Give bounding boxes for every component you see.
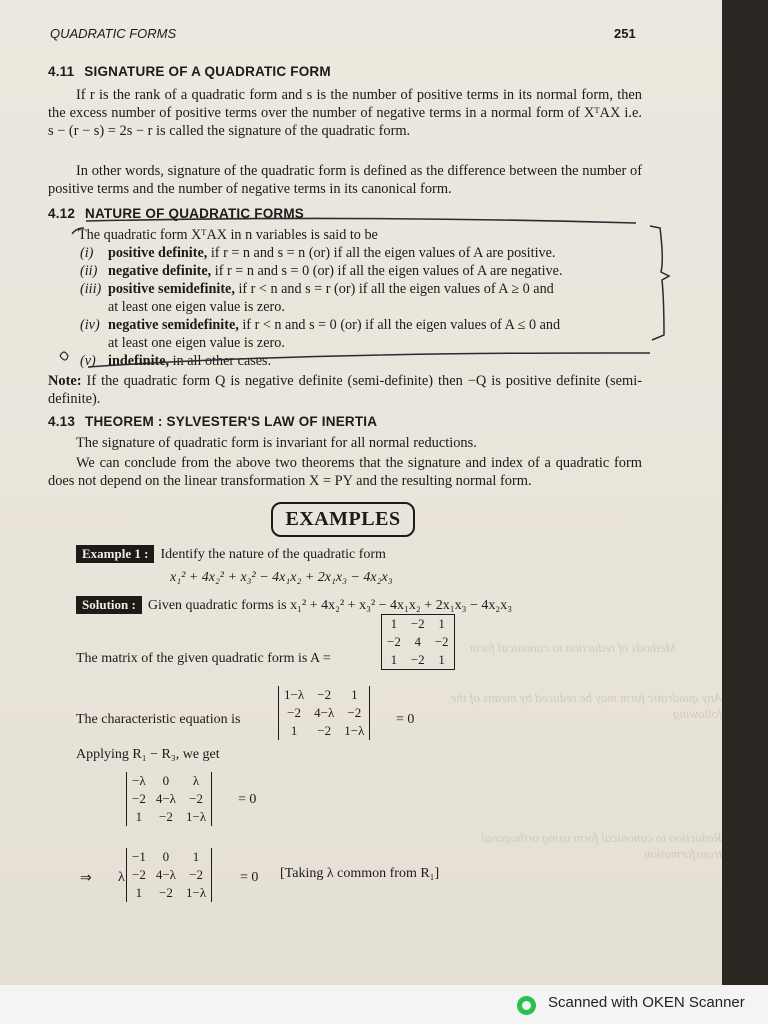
scanner-footer — [0, 985, 768, 1024]
note-text: If the quadratic form Q is negative definite (semi-definite) then −Q is positive definite (semi-definite). — [48, 373, 642, 407]
show-through-text: Reduction to canonical form using orthogonal transformation — [481, 830, 722, 861]
pen-margin-mark — [60, 352, 68, 360]
show-through-text: Methods of reduction to canonical form — [470, 640, 677, 655]
signature-in-other-words-paragraph: In other words, signature of the quadratic form is defined as the difference between the number of positive terms and the number of negative terms in its canonical form. — [48, 163, 642, 197]
sylvester-paragraph-2: We can conclude from the above two theorems that the signature and index of a quadratic form does not depend on the linear transformation X = PY and the resulting normal form. — [48, 455, 642, 489]
det2-cell-r3c2: −2 — [158, 809, 173, 824]
nature-item-positive-semidefinite-cont: at least one eigen value is zero. — [108, 299, 285, 315]
item-number: (iii) — [80, 281, 102, 297]
det2-cell-r3c3: 1−λ — [181, 808, 212, 826]
lambda-factor: λ — [118, 870, 125, 885]
note-label: Note: — [48, 373, 82, 389]
det3-cell-r1c2: 0 — [162, 849, 170, 864]
oken-logo-icon — [517, 996, 536, 1015]
det3-cell-r2c1: −2 — [127, 866, 151, 884]
examples-heading: EXAMPLES — [271, 502, 415, 537]
det2-cell-r2c3: −2 — [181, 790, 212, 808]
section-number: 4.11 — [48, 64, 75, 79]
det2-cell-r1c2: 0 — [162, 773, 170, 788]
signature-definition-paragraph: If r is the rank of a quadratic form and s is the number of positive terms in its normal form, then the excess number of positive terms over the number of negative terms in a normal form of XᵀAX i.e. s − (r − s) = 2s − r is called the signature of the quadratic form. — [48, 87, 642, 139]
example-1-form: x₁² + 4x₂² + x₃² − 4x₁x₂ + 2x₁x₃ − 4x₂x₃ — [170, 570, 393, 585]
matrix_A-cell-r3c2: −2 — [410, 652, 425, 667]
matrix-statement: The matrix of the given quadratic form is A = — [76, 651, 331, 666]
matrix_A-cell-r3c3: 1 — [430, 651, 454, 670]
item-term: indefinite, — [108, 353, 170, 369]
item-term: positive definite, — [108, 245, 208, 261]
item-number: (i) — [80, 245, 94, 261]
item-term: negative definite, — [108, 263, 212, 279]
nature-item-negative-semidefinite-cont: at least one eigen value is zero. — [108, 335, 285, 351]
equals-zero-3: = 0 — [240, 870, 259, 885]
solution-label: Solution : — [76, 596, 142, 614]
taking-lambda-note: [Taking λ common from R₁] — [280, 866, 440, 881]
char_det-cell-r1c2: −2 — [317, 687, 332, 702]
char_det-cell-r3c1: 1 — [279, 722, 310, 740]
section-title: NATURE OF QUADRATIC FORMS — [85, 206, 305, 221]
matrix_A-cell-r1c2: −2 — [410, 616, 425, 631]
char_det-cell-r2c1: −2 — [279, 704, 310, 722]
pen-curly-bracket — [650, 226, 669, 340]
section-title: SIGNATURE OF A QUADRATIC FORM — [84, 64, 331, 79]
equals-zero-2: = 0 — [238, 792, 257, 807]
sylvester-paragraph-1: The signature of quadratic form is invariant for all normal reductions. — [76, 435, 477, 451]
det3-cell-r2c3: −2 — [181, 866, 212, 884]
implies-arrow: ⇒ — [80, 871, 92, 886]
det2-cell-r2c2: 4−λ — [155, 791, 176, 806]
matrix_A-cell-r1c1: 1 — [382, 615, 406, 634]
matrix_A-cell-r2c1: −2 — [382, 633, 406, 651]
pen-underline-bottom — [88, 353, 650, 367]
equals-zero-1: = 0 — [396, 712, 415, 727]
example-text: Identify the nature of the quadratic form — [160, 547, 386, 562]
characteristic-statement: The characteristic equation is — [76, 712, 241, 727]
item-text: if r < n and s = r (or) if all the eigen values of A ≥ 0 and — [234, 281, 554, 297]
det2-cell-r1c1: −λ — [127, 772, 151, 790]
char_det-cell-r1c3: 1 — [339, 686, 370, 704]
det3-cell-r1c1: −1 — [127, 848, 151, 866]
matrix_A-cell-r1c3: 1 — [430, 615, 454, 634]
det3-cell-r3c2: −2 — [158, 885, 173, 900]
item-term: positive semidefinite, — [108, 281, 235, 297]
char_det-cell-r2c2: 4−λ — [314, 705, 335, 720]
item-number: (ii) — [80, 263, 98, 279]
pen-arrow-mark — [72, 228, 84, 234]
det3-cell-r2c2: 4−λ — [155, 867, 176, 882]
char_det-cell-r1c1: 1−λ — [279, 686, 310, 704]
det3-cell-r3c1: 1 — [127, 884, 151, 902]
section-number: 4.13 — [48, 414, 76, 429]
char_det-cell-r3c3: 1−λ — [339, 722, 370, 740]
applying-tail: , we get — [175, 747, 220, 762]
example-label: Example 1 : — [76, 545, 154, 563]
item-text: if r = n and s = n (or) if all the eigen values of A are positive. — [207, 245, 556, 261]
det2-cell-r3c1: 1 — [127, 808, 151, 826]
char_det-cell-r3c2: −2 — [317, 723, 332, 738]
char_det-cell-r2c3: −2 — [339, 704, 370, 722]
item-number: (iv) — [80, 317, 100, 333]
item-text: if r = n and s = 0 (or) if all the eigen values of A are negative. — [211, 263, 563, 279]
det3-cell-r1c3: 1 — [181, 848, 212, 866]
item-number: (v) — [80, 353, 96, 369]
pen-underline-top — [86, 218, 636, 223]
applying-label: Applying — [76, 747, 129, 762]
matrix_A-cell-r3c1: 1 — [382, 651, 406, 670]
matrix_A-cell-r2c3: −2 — [430, 633, 454, 651]
show-through-text: Any quadratic form may be reduced by means of the following — [450, 690, 722, 721]
item-term: negative semidefinite, — [108, 317, 239, 333]
det2-cell-r2c1: −2 — [127, 790, 151, 808]
item-text: if r < n and s = 0 (or) if all the eigen values of A ≤ 0 and — [238, 317, 561, 333]
det3-cell-r3c3: 1−λ — [181, 884, 212, 902]
scanner-label: Scanned with OKEN Scanner — [548, 994, 745, 1011]
running-header: QUADRATIC FORMS — [50, 26, 177, 41]
solution-text: Given quadratic forms is x₁² + 4x₂² + x₃² − 4x₁x₂ + 2x₁x₃ − 4x₂x₃ — [147, 598, 513, 613]
section-number: 4.12 — [48, 206, 76, 221]
matrix_A-cell-r2c2: 4 — [414, 634, 422, 649]
page-number: 251 — [614, 26, 636, 41]
nature-intro: The quadratic form XᵀAX in n variables is said to be — [78, 227, 378, 243]
row-operation: R₁ − R₃ — [132, 747, 176, 762]
item-text: in all other cases. — [169, 353, 272, 369]
section-title: THEOREM : SYLVESTER'S LAW OF INERTIA — [85, 414, 378, 429]
det2-cell-r1c3: λ — [181, 772, 212, 790]
